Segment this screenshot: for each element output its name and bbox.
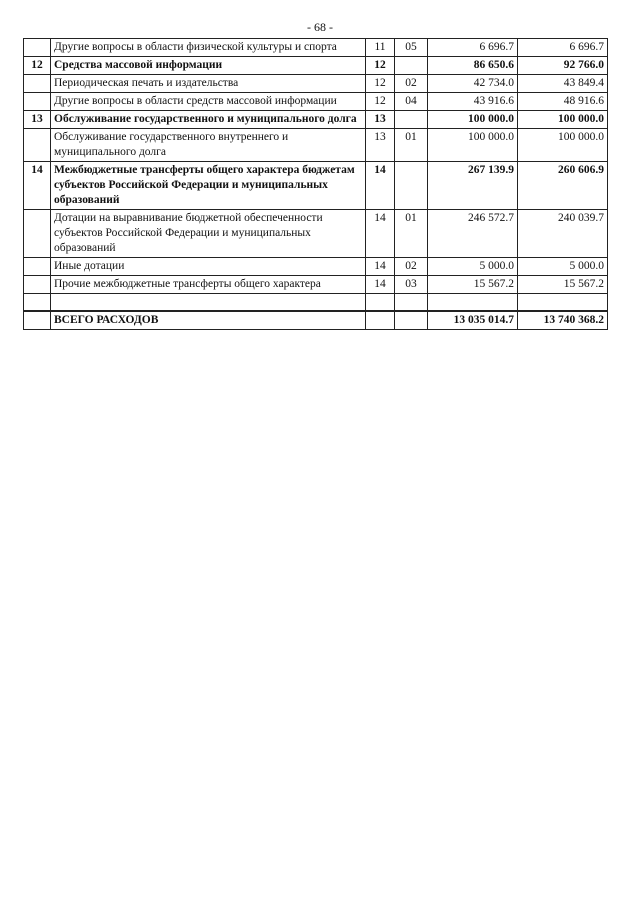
row-name: Обслуживание государственного внутреннего и муниципального долга <box>51 129 366 162</box>
row-name: Периодическая печать и издательства <box>51 75 366 93</box>
row-value-2: 100 000.0 <box>518 111 608 129</box>
row-value-1: 42 734.0 <box>428 75 518 93</box>
spacer-cell <box>428 294 518 312</box>
row-value-1: 6 696.7 <box>428 39 518 57</box>
row-number <box>24 93 51 111</box>
spacer-cell <box>518 294 608 312</box>
row-name: Другие вопросы в области средств массовой информации <box>51 93 366 111</box>
row-name: Обслуживание государственного и муниципального долга <box>51 111 366 129</box>
row-subsection-code: 01 <box>395 210 428 258</box>
row-section-code: 14 <box>366 258 395 276</box>
row-subsection-code <box>395 162 428 210</box>
row-section-code: 14 <box>366 210 395 258</box>
row-value-2: 48 916.6 <box>518 93 608 111</box>
row-section-code: 14 <box>366 162 395 210</box>
row-name: Дотации на выравнивание бюджетной обеспеченности субъектов Российской Федерации и муниципальных образований <box>51 210 366 258</box>
row-value-1: 5 000.0 <box>428 258 518 276</box>
row-name: Иные дотации <box>51 258 366 276</box>
row-value-2: 15 567.2 <box>518 276 608 294</box>
row-subsection-code <box>395 111 428 129</box>
spacer-cell <box>51 294 366 312</box>
row-name: Межбюджетные трансферты общего характера бюджетам субъектов Российской Федерации и муниципальных образований <box>51 162 366 210</box>
row-section-code: 12 <box>366 93 395 111</box>
row-subsection-code: 03 <box>395 276 428 294</box>
row-subsection-code: 01 <box>395 129 428 162</box>
table-row <box>24 162 608 210</box>
total-value-1: 13 035 014.7 <box>428 311 518 330</box>
row-value-1: 100 000.0 <box>428 129 518 162</box>
table-row <box>24 258 608 276</box>
row-section-code: 13 <box>366 111 395 129</box>
spacer-cell <box>366 294 395 312</box>
row-number <box>24 210 51 258</box>
row-value-2: 5 000.0 <box>518 258 608 276</box>
table-row <box>24 39 608 57</box>
table-row <box>24 75 608 93</box>
row-number <box>24 75 51 93</box>
table-row <box>24 129 608 162</box>
row-number <box>24 276 51 294</box>
spacer-row <box>24 294 608 312</box>
row-subsection-code: 02 <box>395 258 428 276</box>
row-subsection-code: 02 <box>395 75 428 93</box>
table-row <box>24 57 608 75</box>
row-name: Прочие межбюджетные трансферты общего характера <box>51 276 366 294</box>
row-value-1: 100 000.0 <box>428 111 518 129</box>
row-value-2: 100 000.0 <box>518 129 608 162</box>
total-subsection-code <box>395 311 428 330</box>
table-row <box>24 276 608 294</box>
row-number <box>24 129 51 162</box>
row-number: 12 <box>24 57 51 75</box>
spacer-cell <box>24 294 51 312</box>
row-value-2: 240 039.7 <box>518 210 608 258</box>
row-value-2: 92 766.0 <box>518 57 608 75</box>
row-value-1: 246 572.7 <box>428 210 518 258</box>
row-number: 14 <box>24 162 51 210</box>
row-subsection-code <box>395 57 428 75</box>
total-number <box>24 311 51 330</box>
row-value-1: 86 650.6 <box>428 57 518 75</box>
row-number <box>24 258 51 276</box>
page-number: - 68 - <box>307 20 333 34</box>
budget-table <box>23 38 608 330</box>
row-value-1: 43 916.6 <box>428 93 518 111</box>
spacer-cell <box>395 294 428 312</box>
row-value-1: 267 139.9 <box>428 162 518 210</box>
table-row <box>24 210 608 258</box>
row-value-2: 43 849.4 <box>518 75 608 93</box>
row-number <box>24 39 51 57</box>
row-section-code: 14 <box>366 276 395 294</box>
row-section-code: 11 <box>366 39 395 57</box>
row-section-code: 13 <box>366 129 395 162</box>
row-value-1: 15 567.2 <box>428 276 518 294</box>
row-number: 13 <box>24 111 51 129</box>
table-row <box>24 93 608 111</box>
total-section-code <box>366 311 395 330</box>
row-value-2: 6 696.7 <box>518 39 608 57</box>
table-row <box>24 111 608 129</box>
row-value-2: 260 606.9 <box>518 162 608 210</box>
total-row <box>24 311 608 330</box>
total-value-2: 13 740 368.2 <box>518 311 608 330</box>
row-section-code: 12 <box>366 57 395 75</box>
row-name: Другие вопросы в области физической культуры и спорта <box>51 39 366 57</box>
row-subsection-code: 04 <box>395 93 428 111</box>
row-section-code: 12 <box>366 75 395 93</box>
total-label: ВСЕГО РАСХОДОВ <box>51 311 366 330</box>
row-subsection-code: 05 <box>395 39 428 57</box>
row-name: Средства массовой информации <box>51 57 366 75</box>
